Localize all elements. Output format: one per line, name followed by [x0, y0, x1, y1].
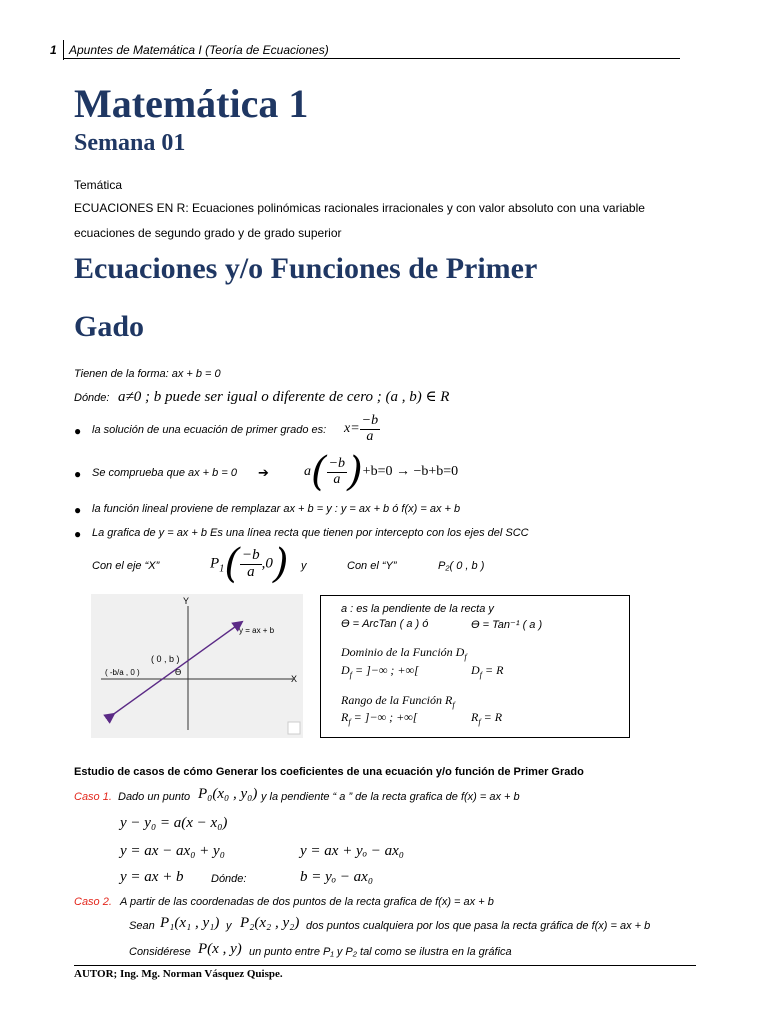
p1-paren-open: ( [224, 541, 241, 587]
p1-den: a [247, 563, 255, 580]
bullet-2-num: −b [328, 455, 346, 471]
domain-val2-letter: D [471, 663, 480, 677]
bullet-1-formula [344, 414, 380, 444]
header-divider-vertical [63, 40, 64, 60]
caso2-text: A partir de las coordenadas de dos puntos de la recta grafica de f(x) = ax + b [120, 896, 494, 908]
bullet-2-text: Se comprueba que ax + b = 0 [92, 467, 237, 479]
domain-title-sub: f [464, 652, 467, 662]
bullet-2-a: a [304, 464, 311, 479]
range-val2-sub: f [478, 717, 481, 727]
p1-num: −b [242, 546, 260, 563]
info-range-value2 [471, 710, 502, 726]
intercept-p2: P₂( 0 , b ) [438, 560, 485, 572]
bullet-1-x: x= [344, 421, 360, 437]
caso2-sean: Sean [129, 920, 155, 932]
graph-theta-label: ϴ [175, 668, 182, 677]
caso1-eq2: y = ax − ax₀ + y₀ [120, 843, 225, 859]
bullet-3-text: la función lineal proviene de remplazar ax + b = y : y = ax + b ó f(x) = ax + b [92, 503, 461, 515]
caso1-eq4: y = ax + b [120, 869, 184, 885]
caso2-p: P(x , y) [198, 941, 242, 957]
info-domain-title [341, 645, 467, 661]
footer-author: AUTOR; Ing. Mg. Norman Vásquez Quispe. [74, 968, 283, 980]
p1-letter: P [210, 555, 220, 572]
domain-val1-sub: f [349, 670, 352, 680]
section-title-line2: Gado [74, 310, 145, 343]
line-graph-svg [91, 594, 303, 738]
bullet-1-text: la solución de una ecuación de primer grado es: [92, 424, 327, 436]
bullet-2-rest: +b=0 → −b+b=0 [362, 464, 459, 479]
info-domain-value1 [341, 663, 419, 679]
p1-tail: ,0 [261, 555, 273, 572]
donde-label: Dónde: [74, 392, 110, 404]
section-title-line1: Ecuaciones y/o Funciones de Primer [74, 252, 538, 285]
caso2-text2: dos puntos cualquiera por los que pasa la recta gráfica de f(x) = ax + b [306, 920, 651, 932]
range-title-sub: f [452, 700, 455, 710]
info-range-value1 [341, 710, 417, 726]
forma-text: Tienen de la forma: ax + b = 0 [74, 368, 221, 380]
bullet-1-dot: ● [74, 424, 82, 438]
donde-formula: a≠0 ; b puede ser igual o diferente de cero ; (a , b) ∈ R [118, 389, 450, 405]
domain-val2-rest: = R [482, 663, 504, 677]
header-rule [63, 58, 680, 59]
caso1-eq3: y = ax + yₒ − ax₀ [300, 843, 404, 859]
info-range-title [341, 693, 455, 709]
caso1-text2: y la pendiente “ a ” de la recta grafica de f(x) = ax + b [261, 791, 520, 803]
line-graph [91, 594, 303, 738]
bullet-2-den: a [333, 471, 341, 487]
header-page-number: 1 [50, 43, 57, 57]
caso2-text3: un punto entre P₁ y P₂ tal como se ilustra en la gráfica [249, 946, 512, 958]
tematica-line1: ECUACIONES EN R: Ecuaciones polinómicas racionales irracionales y con valor absoluto con una variable [74, 201, 645, 215]
info-box [320, 595, 630, 738]
bullet-2-formula [304, 449, 459, 495]
range-title-text: Rango de la Función R [341, 693, 453, 707]
caso2-y-word: y [226, 920, 232, 932]
info-arctan: ϴ = ArcTan ( a ) ó [341, 618, 429, 630]
caso2-label: Caso 2. [74, 896, 112, 908]
subtitle: Semana 01 [74, 130, 186, 156]
bullet-4-text: La grafica de y = ax + b Es una línea recta que tienen por intercepto con los ejes del SCC [92, 527, 529, 539]
graph-point-x-label: ( -b/a , 0 ) [105, 668, 140, 677]
domain-title-text: Dominio de la Función D [341, 645, 465, 659]
caso1-eq5: b = yₒ − ax₀ [300, 869, 374, 885]
range-val1-sub: f [348, 717, 351, 727]
header-title: Apuntes de Matemática I (Teoría de Ecuaciones) [69, 43, 329, 57]
paren-close: ) [347, 449, 363, 495]
domain-val1-letter: D [341, 663, 350, 677]
bullet-4-dot: ● [74, 527, 82, 541]
caso2-p1: P₁(x₁ , y₁) [160, 915, 220, 931]
caso1-text1: Dado un punto [118, 791, 191, 803]
graph-line-label: y = ax + b [239, 626, 275, 635]
intercept-y-word: y [301, 560, 307, 572]
range-val1-letter: R [341, 710, 349, 724]
bullet-2-dot: ● [74, 467, 82, 481]
graph-x-axis-label: X [291, 674, 298, 684]
caso1-donde: Dónde: [211, 873, 247, 885]
intercept-x-label: Con el eje “X” [92, 560, 160, 572]
caso2-p2: P₂(x₂ , y₂) [240, 915, 300, 931]
bullet-1-den: a [366, 428, 374, 444]
range-val1-rest: = ]−∞ ; +∞[ [350, 710, 418, 724]
study-title: Estudio de casos de cómo Generar los coeficientes de una ecuación y/o función de Primer Grado [74, 766, 584, 778]
corner-box [288, 722, 300, 734]
paren-open: ( [311, 449, 327, 495]
bullet-3-dot: ● [74, 503, 82, 517]
caso1-point: P₀(x₀ , y₀) [198, 786, 258, 802]
main-title: Matemática 1 [74, 81, 309, 126]
info-slope-line: a : es la pendiente de la recta y [341, 603, 494, 615]
caso1-eq1: y − y₀ = a(x − x₀) [120, 815, 228, 831]
footer-rule [74, 965, 696, 966]
caso2-considerese: Considérese [129, 946, 191, 958]
range-val2-letter: R [471, 710, 479, 724]
bullet-2-arrow-icon: ➔ [258, 465, 269, 480]
intercept-p1 [210, 541, 289, 587]
p1-sub: 1 [219, 563, 225, 575]
info-domain-value2 [471, 663, 503, 679]
domain-val2-sub: f [479, 670, 482, 680]
graph-point-y-label: ( 0 , b ) [151, 654, 180, 664]
info-tan-inverse: ϴ = Tan⁻¹ ( a ) [471, 619, 543, 631]
tematica-label: Temática [74, 178, 123, 192]
caso1-label: Caso 1. [74, 791, 112, 803]
graph-y-axis-label: Y [183, 596, 190, 606]
range-val2-rest: = R [480, 710, 503, 724]
domain-val1-rest: = ]−∞ ; +∞[ [352, 663, 419, 677]
tematica-line2: ecuaciones de segundo grado y de grado superior [74, 226, 342, 240]
intercept-y-label: Con el “Y” [347, 560, 397, 572]
bullet-1-num: −b [361, 413, 379, 428]
p1-paren-close: ) [272, 541, 289, 587]
